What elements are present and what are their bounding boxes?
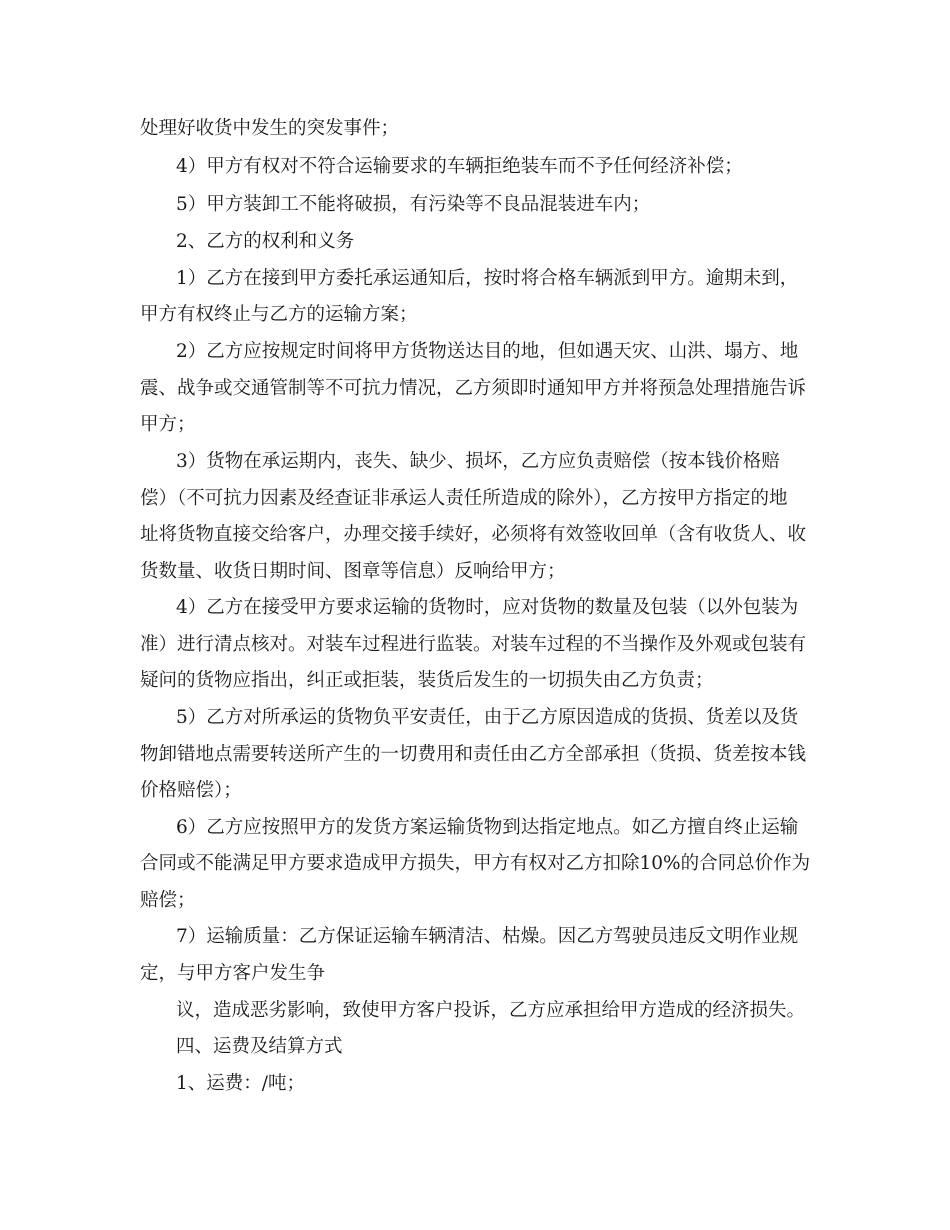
text-line: 6）乙方应按照甲方的发货方案运输货物到达指定地点。如乙方擅自终止运输 [176,817,799,838]
text-line: 偿）（不可抗力因素及经查证非承运人责任所造成的除外），乙方按甲方指定的地 [140,488,788,509]
text-line: 2）乙方应按规定时间将甲方货物送达目的地，但如遇天灾、山洪、塌方、地 [176,341,799,362]
section-heading: 2、乙方的权利和义务 [176,231,355,252]
text-line: 赔偿； [140,890,196,911]
text-line: 议，造成恶劣影响，致使甲方客户投诉，乙方应承担给甲方造成的经济损失。 [176,1000,806,1021]
text-line: 物卸错地点需要转送所产生的一切费用和责任由乙方全部承担（货损、货差按本钱 [140,744,807,765]
text-line: 疑问的货物应指出，纠正或拒装，装货后发生的一切损失由乙方负责； [140,670,714,691]
text-line: 定，与甲方客户发生争 [140,963,326,984]
text-line: 址将货物直接交给客户，办理交接手续好，必须将有效签收回单（含有收货人、收 [140,524,807,545]
text-line: 4）甲方有权对不符合运输要求的车辆拒绝装车而不予任何经济补偿； [176,156,743,177]
text-line: 货数量、收货日期时间、图章等信息）反响给甲方； [140,561,566,582]
text-line: 5）乙方对所承运的货物负平安责任，由于乙方原因造成的货损、货差以及货 [176,707,799,728]
text-line: 价格赔偿）； [140,780,242,801]
text-line: 准）进行清点核对。对装车过程进行监装。对装车过程的不当操作及外观或包装有 [140,634,807,655]
text-line: 合同或不能满足甲方要求造成甲方损失，甲方有权对乙方扣除10%的合同总价作为 [140,853,811,874]
text-line: 5）甲方装卸工不能将破损，有污染等不良品混装进车内； [176,194,651,215]
text-line: 3）货物在承运期内，丧失、缺少、损坏，乙方应负责赔偿（按本钱价格赔 [176,451,780,472]
text-line: 1）乙方在接到甲方委托承运通知后，按时将合格车辆派到甲方。逾期未到， [176,268,799,289]
text-line: 1、运费：/吨； [176,1073,306,1094]
text-line: 甲方有权终止与乙方的运输方案； [140,304,418,325]
text-line: 震、战争或交通管制等不可抗力情况，乙方须即时通知甲方并将预急处理措施告诉 [140,378,807,399]
text-line: 处理好收货中发生的突发事件； [140,118,400,139]
text-line: 7）运输质量：乙方保证运输车辆清洁、枯燥。因乙方驾驶员违反文明作业规 [176,926,799,947]
section-heading: 四、运费及结算方式 [176,1036,343,1057]
text-line: 甲方； [140,414,196,435]
text-line: 4）乙方在接受甲方要求运输的货物时，应对货物的数量及包装（以外包装为 [176,597,799,618]
